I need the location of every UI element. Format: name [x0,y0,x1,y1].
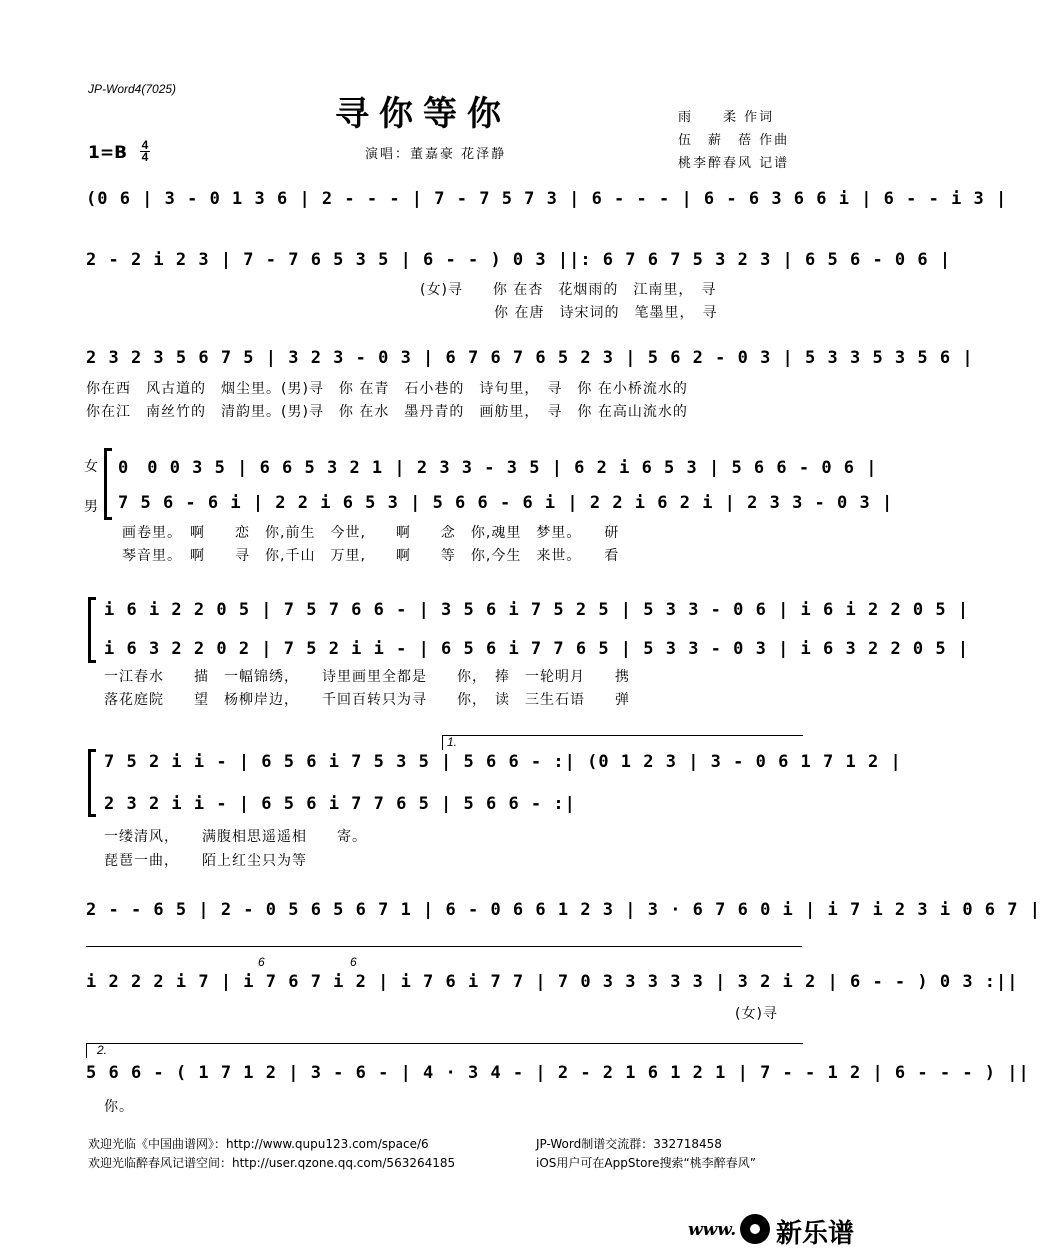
system-bracket [104,448,107,520]
software-label: JP-Word4(7025) [88,82,177,96]
lyric-line: (女)寻 你 在杏 花烟雨的 江南里， 寻 [420,282,717,298]
system-bracket [88,749,91,817]
lyric-line: 一江春水 描 一幅锦绣， 诗里画里全都是 你， 捧 一轮明月 携 [104,669,630,685]
notation-line: 0 0 0 3 5 | 6 6 5 3 2 1 | 2 3 3 - 3 5 | 6 2 i 6 5 3 | 5 6 6 - 0 6 | [118,458,878,478]
notation-line: 5 6 6 - ( 1 7 1 2 | 3 - 6 - | 4 · 3 4 - | 2 - 2 1 6 1 2 1 | 7 - - 1 2 | 6 - - - ) || [86,1063,1030,1083]
key-signature: 1=B [88,143,128,163]
system-bracket [88,597,91,663]
notation-line: (0 6 | 3 - 0 1 3 6 | 2 - - - | 7 - 7 5 7 3 | 6 - - - | 6 - 6 3 6 6 i | 6 - - i 3 | [86,189,1008,209]
notation-line: 2 3 2 3 5 6 7 5 | 3 2 3 - 0 3 | 6 7 6 7 6 5 2 3 | 5 6 2 - 0 3 | 5 3 3 5 3 5 6 | [86,348,974,368]
lyric-line: 你 在唐 诗宋词的 笔墨里， 寻 [494,305,718,321]
footer-group-info: JP-Word制谱交流群：332718458 [536,1137,722,1151]
volta-extension-line [86,946,802,947]
tuplet-marker: 6 [258,955,265,969]
notation-line: i 6 3 2 2 0 2 | 7 5 2 i i - | 6 5 6 i 7 7 6 5 | 5 3 3 - 0 3 | i 6 3 2 2 0 5 | [104,639,970,659]
lyric-line: 琵琶一曲， 陌上红尘只为等 [104,853,307,869]
lyric-line: 落花庭院 望 杨柳岸边， 千回百转只为寻 你， 读 三生石语 弹 [104,692,630,708]
transcriber-credit: 桃李醉春风 记谱 [678,156,790,171]
lyric-line: (女)寻 [735,1006,778,1022]
time-signature: $\frac{4}{4}$ [141,138,149,164]
lyric-line: 你。 [104,1099,134,1115]
lyric-line: 你在江 南丝竹的 清韵里。(男)寻 你 在水 墨丹青的 画舫里， 寻 你 在高山流水的 [86,404,688,420]
lyric-line: 琴音里。 啊 寻 你,千山 万里, 啊 等 你,今生 来世。 看 [122,548,620,564]
notation-line: 2 3 2 i i - | 6 5 6 i 7 7 6 5 | 5 6 6 - :| [104,794,576,814]
notation-line: 7 5 6 - 6 i | 2 2 i 6 5 3 | 5 6 6 - 6 i | 2 2 i 6 2 i | 2 3 3 - 0 3 | [118,493,894,513]
notation-line: 2 - - 6 5 | 2 - 0 5 6 5 6 7 1 | 6 - 0 6 6 1 2 3 | 3 · 6 7 6 0 i | i 7 i 2 3 i 0 6 7 | [86,900,1041,920]
notation-line: i 6 i 2 2 0 5 | 7 5 7 6 6 - | 3 5 6 i 7 5 2 5 | 5 3 3 - 0 6 | i 6 i 2 2 0 5 | [104,600,970,620]
volta-label: 2. [97,1043,108,1057]
composer-credit: 伍 薪 蓓 作曲 [678,133,790,148]
lyric-line: 你在西 风古道的 烟尘里。(男)寻 你 在青 石小巷的 诗句里， 寻 你 在小桥流水的 [86,381,688,397]
volta-bracket-1 [442,735,803,750]
voice-label-male: 男 [84,499,98,515]
lyric-line: 一缕清风， 满腹相思遥遥相 寄。 [104,829,367,845]
lyric-line: 画卷里。 啊 恋 你,前生 今世, 啊 念 你,魂里 梦里。 研 [122,525,620,541]
notation-line: 2 - 2 i 2 3 | 7 - 7 6 5 3 5 | 6 - - ) 0 3 ||: 6 7 6 7 5 3 2 3 | 6 5 6 - 0 6 | [86,250,952,270]
watermark-url: www. [688,1220,737,1240]
page-title: 寻你等你 [335,94,511,134]
volta-label: 1. [447,735,458,749]
voice-label-female: 女 [84,459,98,475]
footer-link-qzone: 欢迎光临醉春风记谱空间：http://user.qzone.qq.com/563264185 [88,1156,456,1170]
lyricist-credit: 雨 柔 作词 [678,110,775,125]
tuplet-marker: 6 [350,955,357,969]
singers-credit: 演唱：董嘉豪 花泽静 [365,147,507,162]
footer-link-qupu: 欢迎光临《中国曲谱网》：http://www.qupu123.com/space/6 [88,1137,429,1151]
notation-line: 7 5 2 i i - | 6 5 6 i 7 5 3 5 | 5 6 6 - :| (0 1 2 3 | 3 - 0 6 1 7 1 2 | [104,752,902,772]
footer-ios-info: iOS用户可在AppStore搜索“桃李醉春风” [536,1156,756,1170]
watermark-brand: 新乐谱 [776,1219,855,1249]
volta-bracket-2 [86,1043,803,1058]
logo-icon [740,1214,770,1244]
notation-line: i 2 2 2 i 7 | i 7 6 7 i 2 | i 7 6 i 7 7 | 7 0 3 3 3 3 3 | 3 2 i 2 | 6 - - ) 0 3 :|| [86,972,1019,992]
